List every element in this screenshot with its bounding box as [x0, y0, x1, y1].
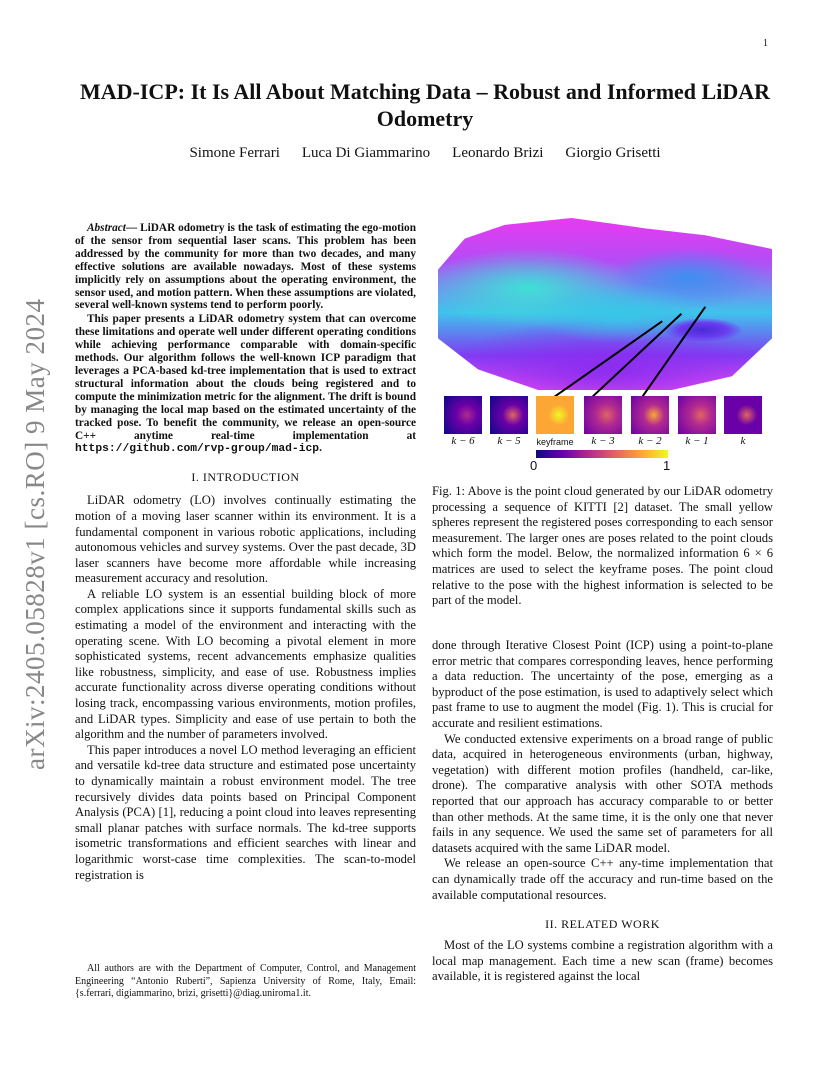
figure-1 — [432, 218, 773, 476]
page-number: 1 — [763, 38, 768, 49]
matrix-label: k − 6 — [451, 435, 475, 447]
body-paragraph: We conducted extensive experiments on a broad range of public data, acquired in heterogeneous environments (urban, highway, vegetation) with different motion profiles (handheld, car-like, drone). The comparative analysis with other SOTA methods reported that our approach has accuracy comparable to or better than other methods. At the same time, it is the only one that never fails in any sequence. We used the same set of parameters for all datasets acquired with the same LiDAR model. — [432, 731, 773, 855]
matrix-label: k − 5 — [497, 435, 521, 447]
abstract-label: Abstract — [87, 222, 126, 234]
author: Giorgio Grisetti — [565, 145, 661, 161]
body-paragraph: done through Iterative Closest Point (ICP) using a point-to-plane error metric that compares corresponding leaves, hence performing a data reduction. The uncertainty of the pose, emerging as a byproduct of the pose estimation, is used to adaptively select which past frame to use to augment the model (Fig. 1). This is crucial for accurate and resilient estimations. — [432, 638, 773, 730]
author: Leonardo Brizi — [452, 145, 544, 161]
footnote: All authors are with the Department of Computer, Control, and Management Engineering “Antonio Ruberti”, Sapienza University of Rome, Italy, Email: {s.ferrari, digiammarino, brizi, grisetti}@diag.uniroma1.it. — [75, 963, 416, 1000]
figure-caption: Fig. 1: Above is the point cloud generated by our LiDAR odometry processing a sequence of KITTI [2] dataset. The small yellow spheres represent the registered poses corresponding to each sensor measurement. The larger ones are poses related to the point clouds which form the model. Below, the normalized information 6 × 6 matrices are used to select the keyframe poses. The point cloud relative to the pose with the highest information is selected to be part of the model. — [432, 484, 773, 608]
section-heading-introduction: I. INTRODUCTION — [191, 470, 300, 485]
author: Luca Di Giammarino — [301, 145, 431, 161]
info-matrix — [678, 396, 716, 434]
left-column — [75, 222, 416, 883]
body-paragraph: We release an open-source C++ any-time implementation that can dynamically trade off the accuracy and run-time based on the available computational resources. — [432, 856, 773, 902]
matrix-label: k — [740, 435, 746, 447]
matrix-label: keyframe — [536, 437, 574, 447]
right-column-figure — [432, 218, 773, 609]
body-paragraph: This paper introduces a novel LO method leveraging an efficient and versatile kd-tree data structure and estimated pose uncertainty to dynamically maintain a robust environment model. The tree recursively divides data points based on Principal Component Analysis (PCA) [1], reducing a point cloud into leaves representing small planar patches with surface normals. The kd-tree supports isometric transformations and efficient searches with linear and logarithmic worst-case time complexities. The scan-to-model registration is — [75, 742, 416, 882]
abstract-text: LiDAR odometry is the task of estimating the ego-motion of the sensor from sequential laser scans. This problem has been addressed by the community for more than two decades, and many effective solutions are available nowadays. Most of these systems implicitly rely on assumptions about the operating environment, the sensor used, and motion pattern. When these assumptions are violated, several well-known systems tend to perform poorly. — [75, 222, 416, 312]
matrix-label: k − 1 — [685, 435, 709, 447]
abstract-paragraph — [75, 313, 416, 456]
section-heading-related-work: II. RELATED WORK — [545, 917, 660, 932]
info-matrix — [444, 396, 482, 434]
body-paragraph: Most of the LO systems combine a registration algorithm with a local map management. Each time a new scan (frame) becomes available, it is registered against the local — [432, 938, 773, 984]
info-matrix — [724, 396, 762, 434]
info-matrix — [631, 396, 669, 434]
colorbar-min-label: 0 — [530, 458, 538, 473]
author-list — [60, 145, 790, 162]
matrix-label: k − 3 — [591, 435, 615, 447]
colorbar-max-label: 1 — [663, 458, 671, 473]
abstract-text: . — [319, 442, 322, 455]
colorbar — [536, 450, 668, 458]
matrix-label: k − 2 — [638, 435, 662, 447]
info-matrix — [490, 396, 528, 434]
right-column-body — [432, 638, 773, 985]
author: Simone Ferrari — [189, 145, 280, 161]
body-paragraph: A reliable LO system is an essential building block of more complex applications since it supports fundamental skills such as estimating a model of the environment and interacting with the operating scene. With LO becoming a pivotal element in more sophisticated systems, recent advancements emphasize qualities like robustness, simplicity, and ease of use. Robustness implies accurate functionality across diverse operating conditions without losing track, encompassing various environments, motion profiles, and LiDAR types. Simplicity and ease of use pertain to both the algorithm and the number of parameters involved. — [75, 586, 416, 742]
info-matrix — [584, 396, 622, 434]
abstract-text: This paper presents a LiDAR odometry system that can overcome these limitations and operate well under different operating conditions while achieving performance comparable with domain-specific methods. Our algorithm follows the well-known ICP paradigm that leverages a PCA-based kd-tree implementation that is used to extract structural information about the clouds being registered and to compute the minimization metric for the alignment. The drift is bound by managing the local map based on the estimated uncertainty of the tracked pose. To benefit the community, we release an open-source C++ anytime real-time implementation at — [75, 313, 416, 442]
abstract-paragraph: Abstract— LiDAR odometry is the task of estimating the ego-motion of the sensor from sequential laser scans. This problem has been addressed by the community for more than two decades, and many effective solutions are available nowadays. Most of these systems implicitly rely on assumptions about the operating environment, the sensor used, and motion pattern. When these assumptions are violated, several well-known systems tend to perform poorly. — [75, 222, 416, 312]
body-paragraph: LiDAR odometry (LO) involves continually estimating the motion of a moving laser scanner within its environment. It is a fundamental component in various robotic applications, including autonomous vehicles and survey systems. Over the past decade, 3D laser scanners have become more affordable while increasing measurement accuracy and resolution. — [75, 493, 416, 586]
code-link[interactable]: https://github.com/rvp-group/mad-icp — [75, 443, 320, 456]
point-cloud-image — [438, 218, 772, 390]
info-matrix — [536, 396, 574, 434]
paper-title: MAD-ICP: It Is All About Matching Data – Robust and Informed LiDAR Odometry — [80, 79, 770, 131]
arxiv-identifier: arXiv:2405.05828v1 [cs.RO] 9 May 2024 — [20, 298, 50, 770]
